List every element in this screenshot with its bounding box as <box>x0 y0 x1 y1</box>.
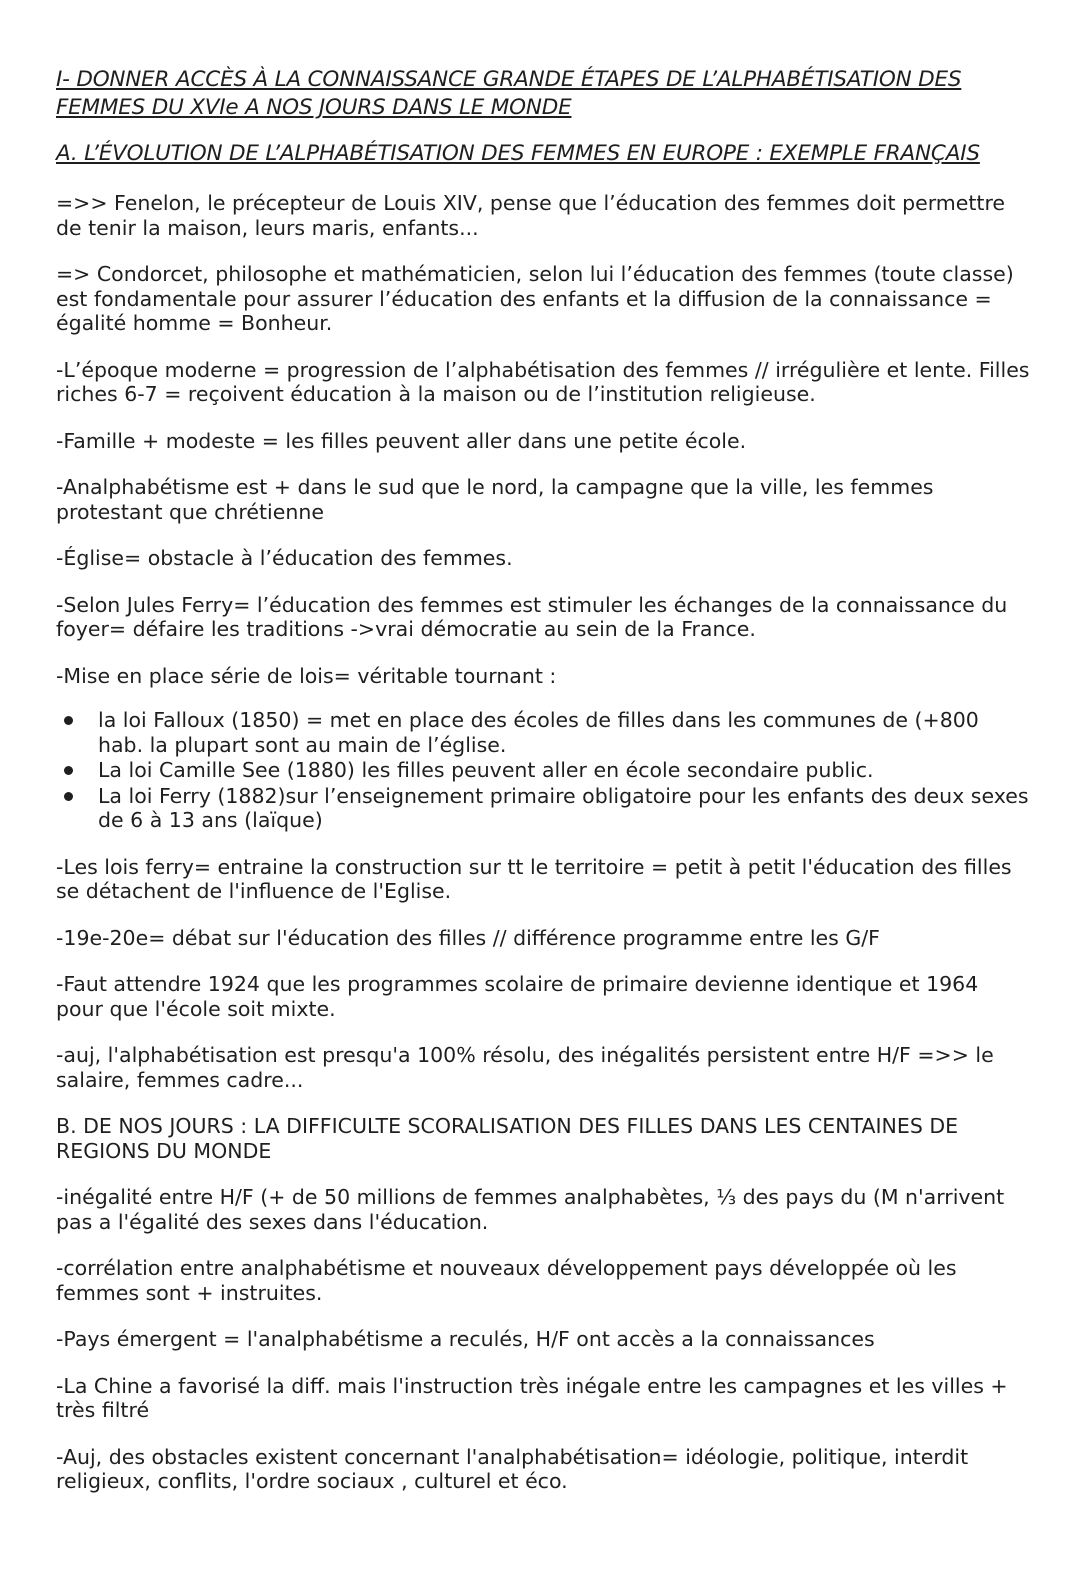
paragraph-condorcet: => Condorcet, philosophe et mathématicien, selon lui l’éducation des femmes (toute classe) est fondamentale pour assurer l’éducation des enfants et la diffusion de la connaissance = égalité homme = Bonheur. <box>56 262 1014 335</box>
bullet-icon <box>64 792 73 801</box>
paragraph-chine: -La Chine a favorisé la diff. mais l'instruction très inégale entre les campagnes et les villes + très filtré <box>56 1373 1008 1422</box>
bullet-icon <box>64 766 73 775</box>
law-camille-see: La loi Camille See (1880) les filles peuvent aller en école secondaire public. <box>98 758 874 782</box>
paragraph-1924-1964: -Faut attendre 1924 que les programmes scolaire de primaire devienne identique et 1964 pour que l'école soit mixte. <box>56 972 979 1021</box>
section-a-heading: A. L’ÉVOLUTION DE L’ALPHABÉTISATION DES FEMMES EN EUROPE : EXEMPLE FRANÇAIS <box>56 141 980 166</box>
paragraph-analphabetisme: -Analphabétisme est + dans le sud que le nord, la campagne que la ville, les femmes protestant que chrétienne <box>56 475 934 524</box>
paragraph-fenelon: =>> Fenelon, le précepteur de Louis XIV, pense que l’éducation des femmes doit permettre de tenir la maison, leurs maris, enfants... <box>56 191 1006 240</box>
paragraph-pays-emergent: -Pays émergent = l'analphabétisme a reculés, H/F ont accès a la connaissances <box>56 1327 875 1351</box>
list-item <box>98 784 1030 833</box>
law-ferry: La loi Ferry (1882)sur l’enseignement primaire obligatoire pour les enfants des deux sexes de 6 à 13 ans (laïque) <box>98 783 1029 832</box>
bullet-icon <box>64 716 73 725</box>
list-item <box>98 708 1030 757</box>
paragraph-19e-20e: -19e-20e= débat sur l'éducation des filles // différence programme entre les G/F <box>56 925 880 950</box>
laws-list <box>56 708 1030 833</box>
paragraph-correlation: -corrélation entre analphabétisme et nouveaux développement pays développée où les femmes sont + instruites. <box>56 1256 957 1305</box>
law-falloux: la loi Falloux (1850) = met en place des écoles de filles dans les communes de (+800 hab. la plupart sont au main de l’église. <box>98 708 979 757</box>
paragraph-mise-en-place-lois: -Mise en place série de lois= véritable tournant : <box>56 663 557 688</box>
list-item <box>98 758 1030 783</box>
paragraph-eglise: -Église= obstacle à l’éducation des femmes. <box>56 546 513 570</box>
paragraph-lois-ferry: -Les lois ferry= entraine la construction sur tt le territoire = petit à petit l'éducation des filles se détachent de l'influence de l'Eglise. <box>56 854 1012 903</box>
document-title-line-2: FEMMES DU XVIe A NOS JOURS DANS LE MONDE <box>56 95 572 120</box>
document-title-line-1: I- DONNER ACCÈS À LA CONNAISSANCE GRANDE ÉTAPES DE L’ALPHABÉTISATION DES <box>56 67 962 92</box>
paragraph-epoque-moderne: -L’époque moderne = progression de l’alphabétisation des femmes // irrégulière et lente. Filles riches 6-7 = reçoivent éducation à la maison ou de l’institution religieuse. <box>56 357 1030 406</box>
paragraph-famille-modeste: -Famille + modeste = les filles peuvent aller dans une petite école. <box>56 428 747 453</box>
section-b-heading: B. DE NOS JOURS : LA DIFFICULTE SCORALISATION DES FILLES DANS LES CENTAINES DE REGIONS DU MONDE <box>56 1114 959 1163</box>
paragraph-aujourdhui: -auj, l'alphabétisation est presqu'a 100% résolu, des inégalités persistent entre H/F =>> le salaire, femmes cadre... <box>56 1043 994 1092</box>
paragraph-jules-ferry: -Selon Jules Ferry= l’éducation des femmes est stimuler les échanges de la connaissance du foyer= défaire les traditions ->vrai démocratie au sein de la France. <box>56 592 1008 641</box>
paragraph-obstacles: -Auj, des obstacles existent concernant l'analphabétisation= idéologie, politique, interdit religieux, conflits, l'ordre sociaux , culturel et éco. <box>56 1444 969 1493</box>
paragraph-inegalite: -inégalité entre H/F (+ de 50 millions de femmes analphabètes, ⅓ des pays du (M n'arrivent pas a l'égalité des sexes dans l'éducation. <box>56 1185 1005 1234</box>
